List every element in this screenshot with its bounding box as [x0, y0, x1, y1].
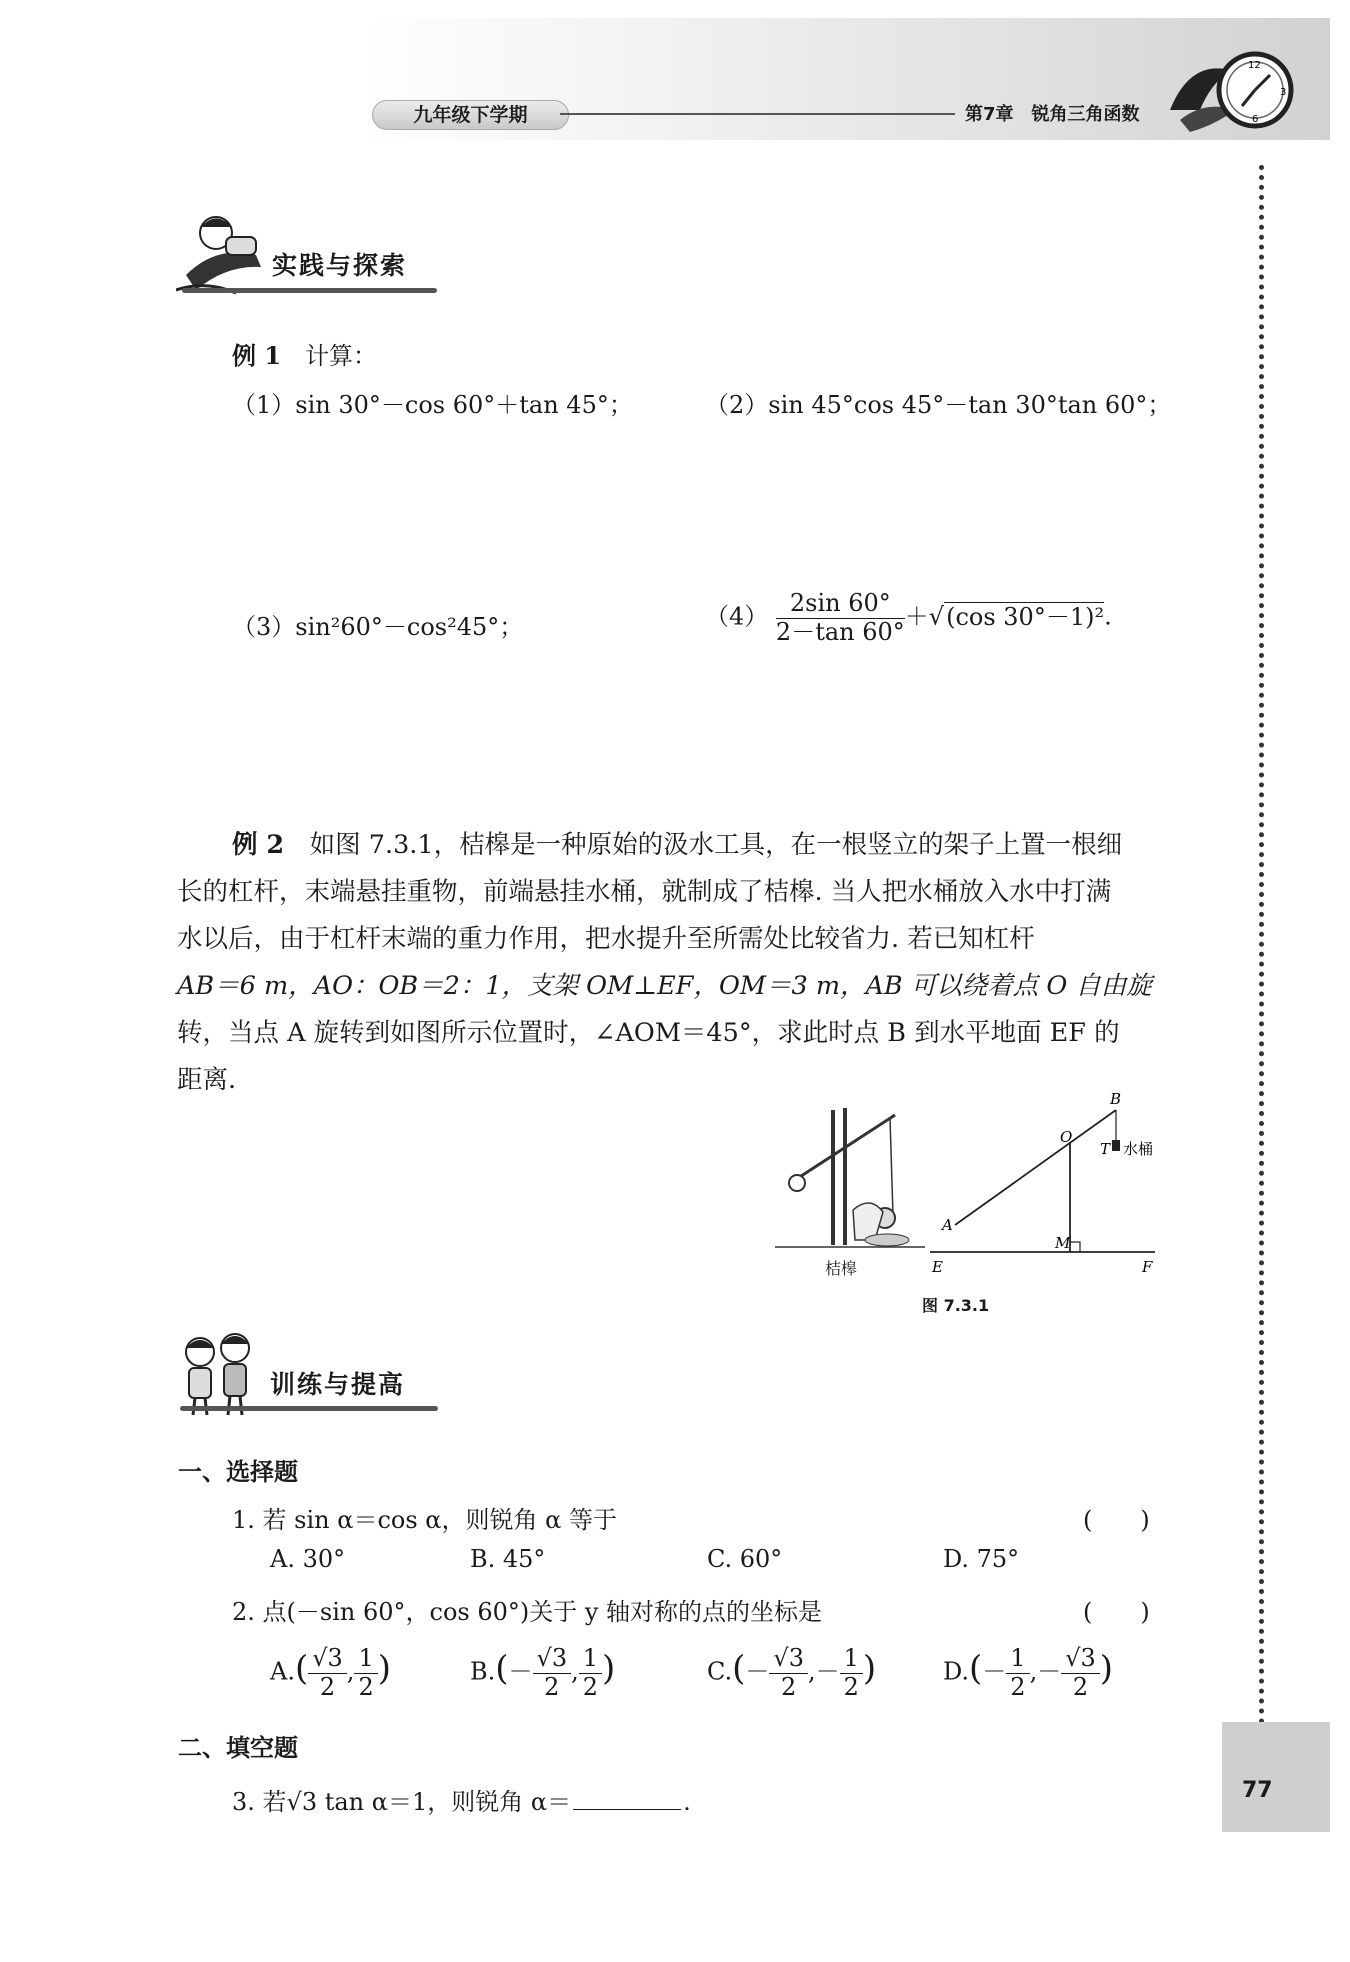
- point-label-A: A: [942, 1216, 953, 1234]
- q1-option-c: C. 60°: [707, 1545, 783, 1573]
- q2-stem: 2. 点(－sin 60°，cos 60°)关于 y 轴对称的点的坐标是: [232, 1598, 823, 1626]
- section-title-practice: 实践与探索: [272, 251, 408, 280]
- header-rule: [560, 113, 955, 115]
- q1-option-b: B. 45°: [470, 1545, 546, 1573]
- point-label-F: F: [1142, 1258, 1153, 1275]
- svg-text:6: 6: [1252, 114, 1259, 125]
- bucket-label: 水桶: [1123, 1140, 1154, 1158]
- q1-stem: 1. 若 sin α＝cos α，则锐角 α 等于: [232, 1506, 617, 1534]
- q1-option-a: A. 30°: [270, 1545, 346, 1573]
- page-number-box: [1222, 1722, 1330, 1832]
- example1-q3: （3）sin²60°－cos²45°；: [232, 613, 524, 641]
- q2-option-c: C.(－ $\frac{√3}{2}$ ,－ $\frac{1}{2}$ ): [707, 1644, 877, 1701]
- point-label-O: O: [1060, 1128, 1073, 1146]
- point-label-M: M: [1055, 1234, 1071, 1252]
- part2-heading: 二、填空题: [178, 1734, 298, 1762]
- geometry-diagram: [920, 1090, 1170, 1275]
- section-underline: [182, 288, 437, 293]
- illustration-caption: 桔槔: [825, 1259, 858, 1278]
- q3-answer-blank[interactable]: [573, 1809, 681, 1810]
- page-number: 77: [1242, 1778, 1273, 1803]
- q1-option-d: D. 75°: [943, 1545, 1020, 1573]
- section-underline: [180, 1406, 438, 1411]
- point-label-T: T: [1100, 1140, 1111, 1158]
- q3-stem: 3. 若√3 tan α＝1，则锐角 α＝ .: [232, 1788, 691, 1816]
- well-sweep-illustration: [775, 1100, 935, 1255]
- q2-answer-paren: ( ): [1083, 1598, 1150, 1626]
- svg-text:3: 3: [1280, 87, 1287, 98]
- svg-text:12: 12: [1248, 60, 1261, 71]
- part1-heading: 一、选择题: [178, 1458, 298, 1486]
- example2-text: 例 2 如图 7.3.1，桔槔是一种原始的汲水工具，在一根竖立的架子上置一根细 长的杠杆，末端悬挂重物，前端悬挂水桶，就制成了桔槔. 当人把水桶放入水中打满 水以后，由于杠杆末端的重力作用，把水提升至所需处比较省力. 若已知杠杆 AB＝6 m，AO：OB＝2：1，支架 OM⊥EF，OM＝3 m，AB 可以绕着点 O 自由旋 转，当点 A 旋转到如图所示位置时，∠AOM＝45°，求此时点 B 到水平地面 EF 的 距离.: [177, 830, 1152, 1095]
- grade-badge: 九年级下学期: [372, 100, 569, 130]
- q1-answer-paren: ( ): [1083, 1506, 1150, 1534]
- two-kids-icon: [175, 1330, 265, 1418]
- q2-option-b: B.(－ $\frac{√3}{2}$ , $\frac{1}{2}$ ): [470, 1644, 616, 1701]
- q4-fraction: $\frac{2\sin 60^\circ}{2-\tan 60^\circ}$: [775, 589, 905, 646]
- point-label-E: E: [932, 1258, 943, 1275]
- example1-q4: （4） $\frac{2\sin 60^\circ}{2-\tan 60^\circ}$ ＋√(cos 30°－1)².: [705, 589, 1112, 646]
- q2-option-a: A.( $\frac{√3}{2}$ , $\frac{1}{2}$ ): [270, 1644, 391, 1701]
- example1-q2: （2）sin 45°cos 45°－tan 30°tan 60°；: [705, 391, 1172, 419]
- skateboard-kid-icon: [176, 205, 271, 295]
- figure-caption: 图 7.3.1: [922, 1296, 990, 1315]
- example1-heading: 例 1 计算：: [232, 341, 378, 370]
- example1-q1: （1）sin 30°－cos 60°＋tan 45°；: [232, 391, 633, 419]
- section-title-training: 训练与提高: [270, 1370, 406, 1399]
- margin-dotted-line: [1259, 165, 1264, 1735]
- point-label-B: B: [1110, 1090, 1122, 1108]
- compass-mascot-icon: [1160, 40, 1300, 140]
- chapter-title: 第7章 锐角三角函数: [965, 104, 1140, 125]
- q2-option-d: D.(－ $\frac{1}{2}$ ,－ $\frac{√3}{2}$ ): [943, 1644, 1114, 1701]
